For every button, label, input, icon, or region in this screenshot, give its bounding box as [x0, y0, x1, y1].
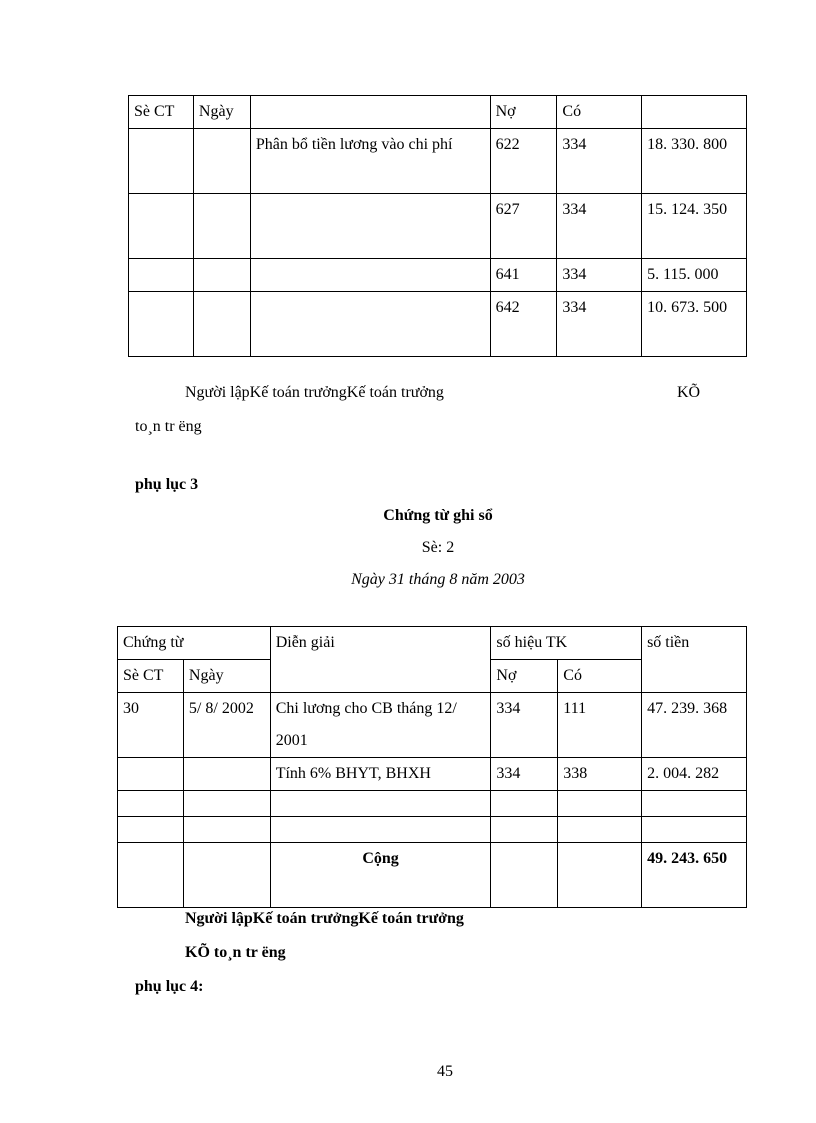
cell-ngay — [193, 292, 250, 357]
header-no: Nợ — [491, 660, 558, 693]
cell-no: 334 — [491, 758, 558, 791]
appendix-label: phụ lục 4: — [135, 978, 204, 995]
cell-ngay — [193, 259, 250, 292]
cell-empty — [642, 791, 747, 817]
cell-amount — [642, 194, 747, 259]
table-header-row — [129, 96, 747, 129]
cell-ngay — [193, 194, 250, 259]
cell-so-ct — [129, 129, 194, 194]
signature-line-2: KÕ to¸n tr ëng — [185, 944, 286, 961]
cell-empty — [270, 817, 491, 843]
cell-ngay — [193, 129, 250, 194]
cell-empty — [491, 791, 558, 817]
table-row — [118, 693, 747, 758]
header-ngay: Ngày — [183, 660, 270, 693]
cell-no: 642 — [490, 292, 557, 357]
document-title: Chứng từ ghi sổ — [383, 507, 493, 524]
table-row — [118, 758, 747, 791]
cell-amount: 5. 115. 000 — [642, 259, 747, 292]
cell-empty — [558, 843, 642, 908]
cell-empty — [642, 817, 747, 843]
cell-empty — [491, 817, 558, 843]
appendix-label: phụ lục 3 — [135, 476, 199, 493]
total-value: 49. 243. 650 — [642, 843, 747, 908]
cell-empty — [183, 843, 270, 908]
signature-right: KÕ — [677, 384, 701, 401]
cell-no: 622 — [490, 129, 557, 194]
cell-description — [250, 259, 490, 292]
cell-description: Tính 6% BHYT, BHXH — [270, 758, 491, 791]
cell-description — [250, 194, 490, 259]
cell-empty — [558, 817, 642, 843]
cell-ngay: 5/ 8/ 2002 — [183, 693, 270, 758]
cell-empty — [558, 791, 642, 817]
cell-co: 334 — [557, 292, 642, 357]
cell-description: Phân bổ tiền lương vào chi phí — [250, 129, 490, 194]
cell-so-ct — [118, 758, 184, 791]
signature-line-2: to¸n tr ëng — [135, 418, 202, 435]
cell-ngay — [183, 758, 270, 791]
header-so-hieu: số hiệu TK — [491, 627, 642, 660]
cell-amount — [642, 292, 747, 357]
cell-no: 627 — [490, 194, 557, 259]
cell-co: 338 — [558, 758, 642, 791]
cell-co: 334 — [557, 129, 642, 194]
cell-description — [250, 292, 490, 357]
amount-text: 15. 124. 350 — [647, 201, 728, 218]
cell-empty — [183, 791, 270, 817]
page-number: 45 — [437, 1063, 453, 1080]
cell-co: 334 — [557, 194, 642, 259]
header-dien-giai: Diễn giải — [270, 627, 491, 693]
header-chung-tu: Chứng từ — [118, 627, 271, 660]
header-blank — [250, 96, 490, 129]
table-row-empty — [118, 817, 747, 843]
document-number: Sè: 2 — [421, 539, 455, 556]
cell-so-ct — [129, 292, 194, 357]
table-row — [129, 292, 747, 357]
header-co: Có — [557, 96, 642, 129]
cell-no: 334 — [491, 693, 558, 758]
header-blank — [642, 96, 747, 129]
cell-empty — [183, 817, 270, 843]
cell-description: Chi lương cho CB tháng 12/ 2001 — [270, 693, 491, 758]
header-no: Nợ — [490, 96, 557, 129]
cell-empty — [118, 791, 184, 817]
table-header-row — [118, 627, 747, 660]
header-ngay: Ngày — [193, 96, 250, 129]
cell-empty — [491, 843, 558, 908]
cell-so-ct: 30 — [118, 693, 184, 758]
table-row — [129, 129, 747, 194]
total-row — [118, 843, 747, 908]
amount-text: 10. 673. 500 — [647, 299, 728, 316]
cell-no: 641 — [490, 259, 557, 292]
header-so-ct: Sè CT — [129, 96, 194, 129]
table-row — [129, 194, 747, 259]
header-so-tien: số tiền — [642, 627, 747, 693]
document-date: Ngày 31 tháng 8 năm 2003 — [351, 571, 525, 588]
cell-amount — [642, 129, 747, 194]
cell-amount: 47. 239. 368 — [642, 693, 747, 758]
total-label: Cộng — [270, 843, 491, 908]
ledger-table-1 — [128, 95, 747, 357]
amount-text: 18. 330. 800 — [647, 136, 728, 153]
header-so-ct: Sè CT — [118, 660, 184, 693]
table-row-empty — [118, 791, 747, 817]
signature-line: Người lậpKế toán trưởngKế toán trưởng — [185, 384, 444, 401]
header-co: Có — [558, 660, 642, 693]
cell-so-ct — [129, 259, 194, 292]
ledger-table-2 — [117, 626, 747, 908]
table-row — [129, 259, 747, 292]
cell-amount: 2. 004. 282 — [642, 758, 747, 791]
cell-co: 334 — [557, 259, 642, 292]
cell-so-ct — [129, 194, 194, 259]
signature-line: Người lậpKế toán trưởngKế toán trưởng — [185, 910, 464, 927]
cell-empty — [270, 791, 491, 817]
cell-empty — [118, 817, 184, 843]
cell-co: 111 — [558, 693, 642, 758]
cell-empty — [118, 843, 184, 908]
